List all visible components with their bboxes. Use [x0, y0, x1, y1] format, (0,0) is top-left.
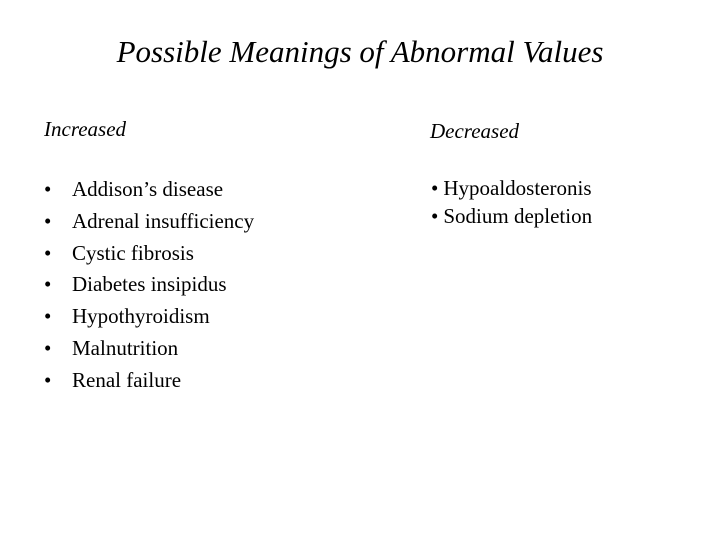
decreased-list [431, 174, 592, 230]
list-item [44, 269, 254, 301]
list-item [44, 333, 254, 365]
list-item-label: Cystic fibrosis [72, 240, 194, 265]
bullet-icon: • [44, 208, 52, 233]
bullet-icon: • [44, 304, 52, 329]
list-item-label: Adrenal insufficiency [72, 208, 255, 233]
list-item-label: Addison’s disease [72, 177, 224, 201]
bullet-icon: • [44, 177, 52, 201]
list-item-label: Hypothyroidism [72, 304, 210, 329]
list-item [44, 238, 254, 270]
bullet-icon: • [44, 367, 52, 392]
slide-title: Possible Meanings of Abnormal Values [116, 34, 604, 69]
decreased-heading: Decreased [430, 119, 520, 143]
list-item [44, 174, 254, 206]
list-item [44, 206, 254, 238]
increased-list [44, 174, 254, 397]
increased-heading: Increased [44, 117, 127, 141]
list-item [431, 202, 592, 230]
bullet-icon: • [431, 176, 439, 200]
bullet-icon: • [44, 240, 52, 265]
bullet-icon: • [44, 272, 52, 297]
list-item-label: Diabetes insipidus [72, 272, 227, 297]
list-item-label: Sodium depletion [443, 204, 593, 228]
bullet-icon: • [431, 204, 439, 228]
list-item [44, 365, 254, 397]
list-item [44, 301, 254, 333]
list-item-label: Malnutrition [72, 335, 179, 360]
list-item-label: Hypoaldosteronis [443, 176, 592, 200]
list-item [431, 174, 592, 202]
list-item-label: Renal failure [72, 367, 182, 392]
bullet-icon: • [44, 335, 52, 360]
